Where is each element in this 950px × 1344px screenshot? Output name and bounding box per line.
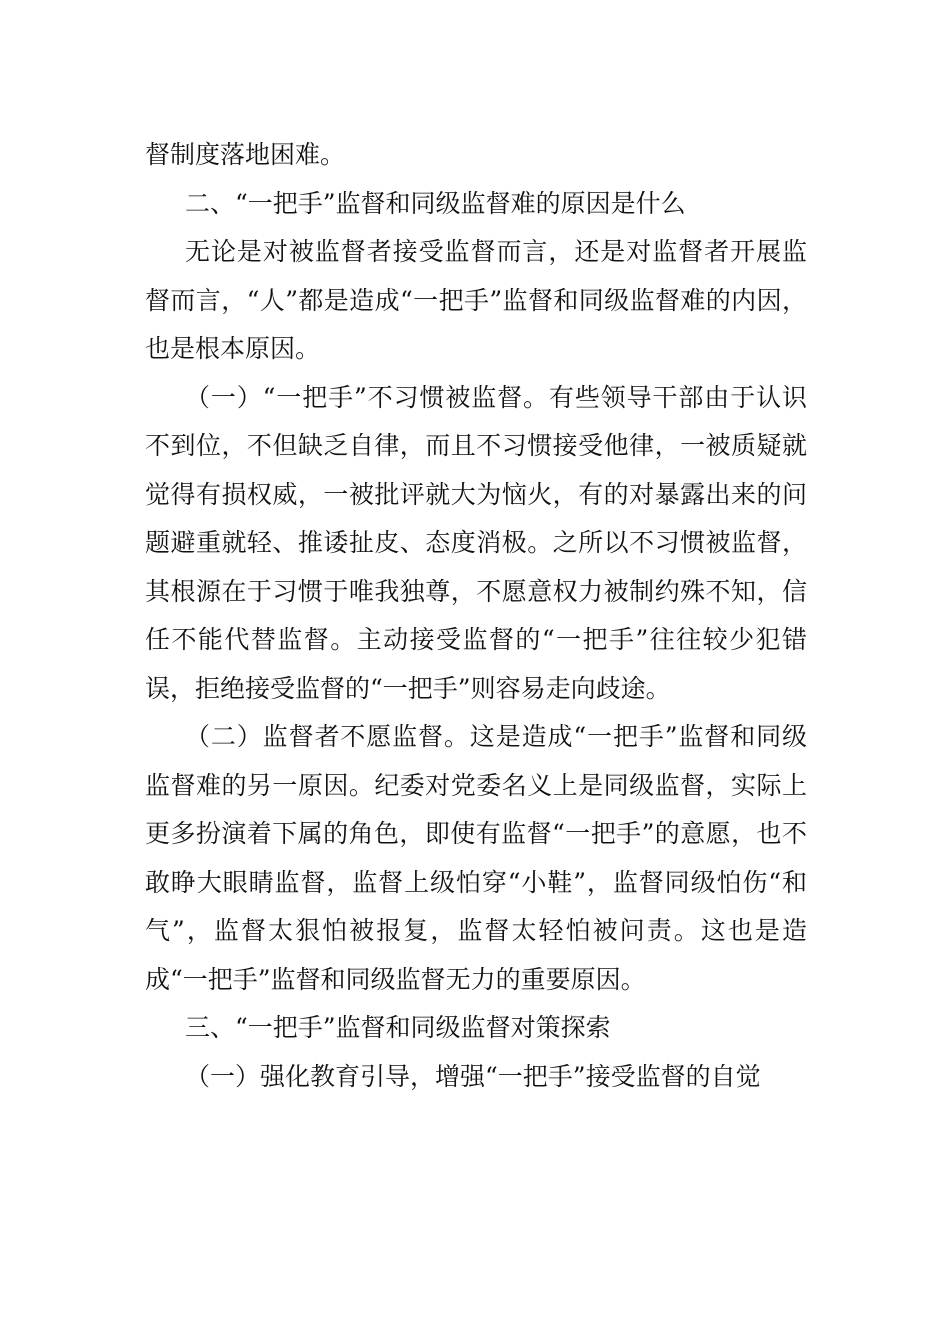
paragraph-subsection-1: （一）“一把手”不习惯被监督。有些领导干部由于认识不到位，不但缺乏自律，而且不习惯接受他律，一被质疑就觉得有损权威，一被批评就大为恼火，有的对暴露出来的问题避重就轻、推诿扯皮、态度消极。之所以不习惯被监督，其根源在于习惯于唯我独尊，不愿意权力被制约殊不知，信任不能代替监督。主动接受监督的“一把手”往往较少犯错误，拒绝接受监督的“一把手”则容易走向歧途。 (145, 382, 807, 703)
section-heading-3: 三、“一把手”监督和同级监督对策探索 (185, 1013, 611, 1042)
paragraph-intro: 无论是对被监督者接受监督而言，还是对监督者开展监督而言，“人”都是造成“一把手”监督和同级监督难的内因，也是根本原因。 (145, 237, 807, 363)
document-body (145, 131, 807, 1101)
paragraph-subsection-2: （二）监督者不愿监督。这是造成“一把手”监督和同级监督难的另一原因。纪委对党委名义上是同级监督，实际上更多扮演着下属的角色，即使有监督“一把手”的意愿，也不敢睁大眼睛监督，监督上级怕穿“小鞋”，监督同级怕伤“和气”，监督太狠怕被报复，监督太轻怕被问责。这也是造成“一把手”监督和同级监督无力的重要原因。 (145, 722, 807, 994)
paragraph-continuation: 督制度落地困难。 (145, 140, 346, 169)
paragraph-subsection-3-1: （一）强化教育引导，增强“一把手”接受监督的自觉 (185, 1061, 761, 1091)
section-heading-2: 二、“一把手”监督和同级监督难的原因是什么 (185, 188, 686, 218)
